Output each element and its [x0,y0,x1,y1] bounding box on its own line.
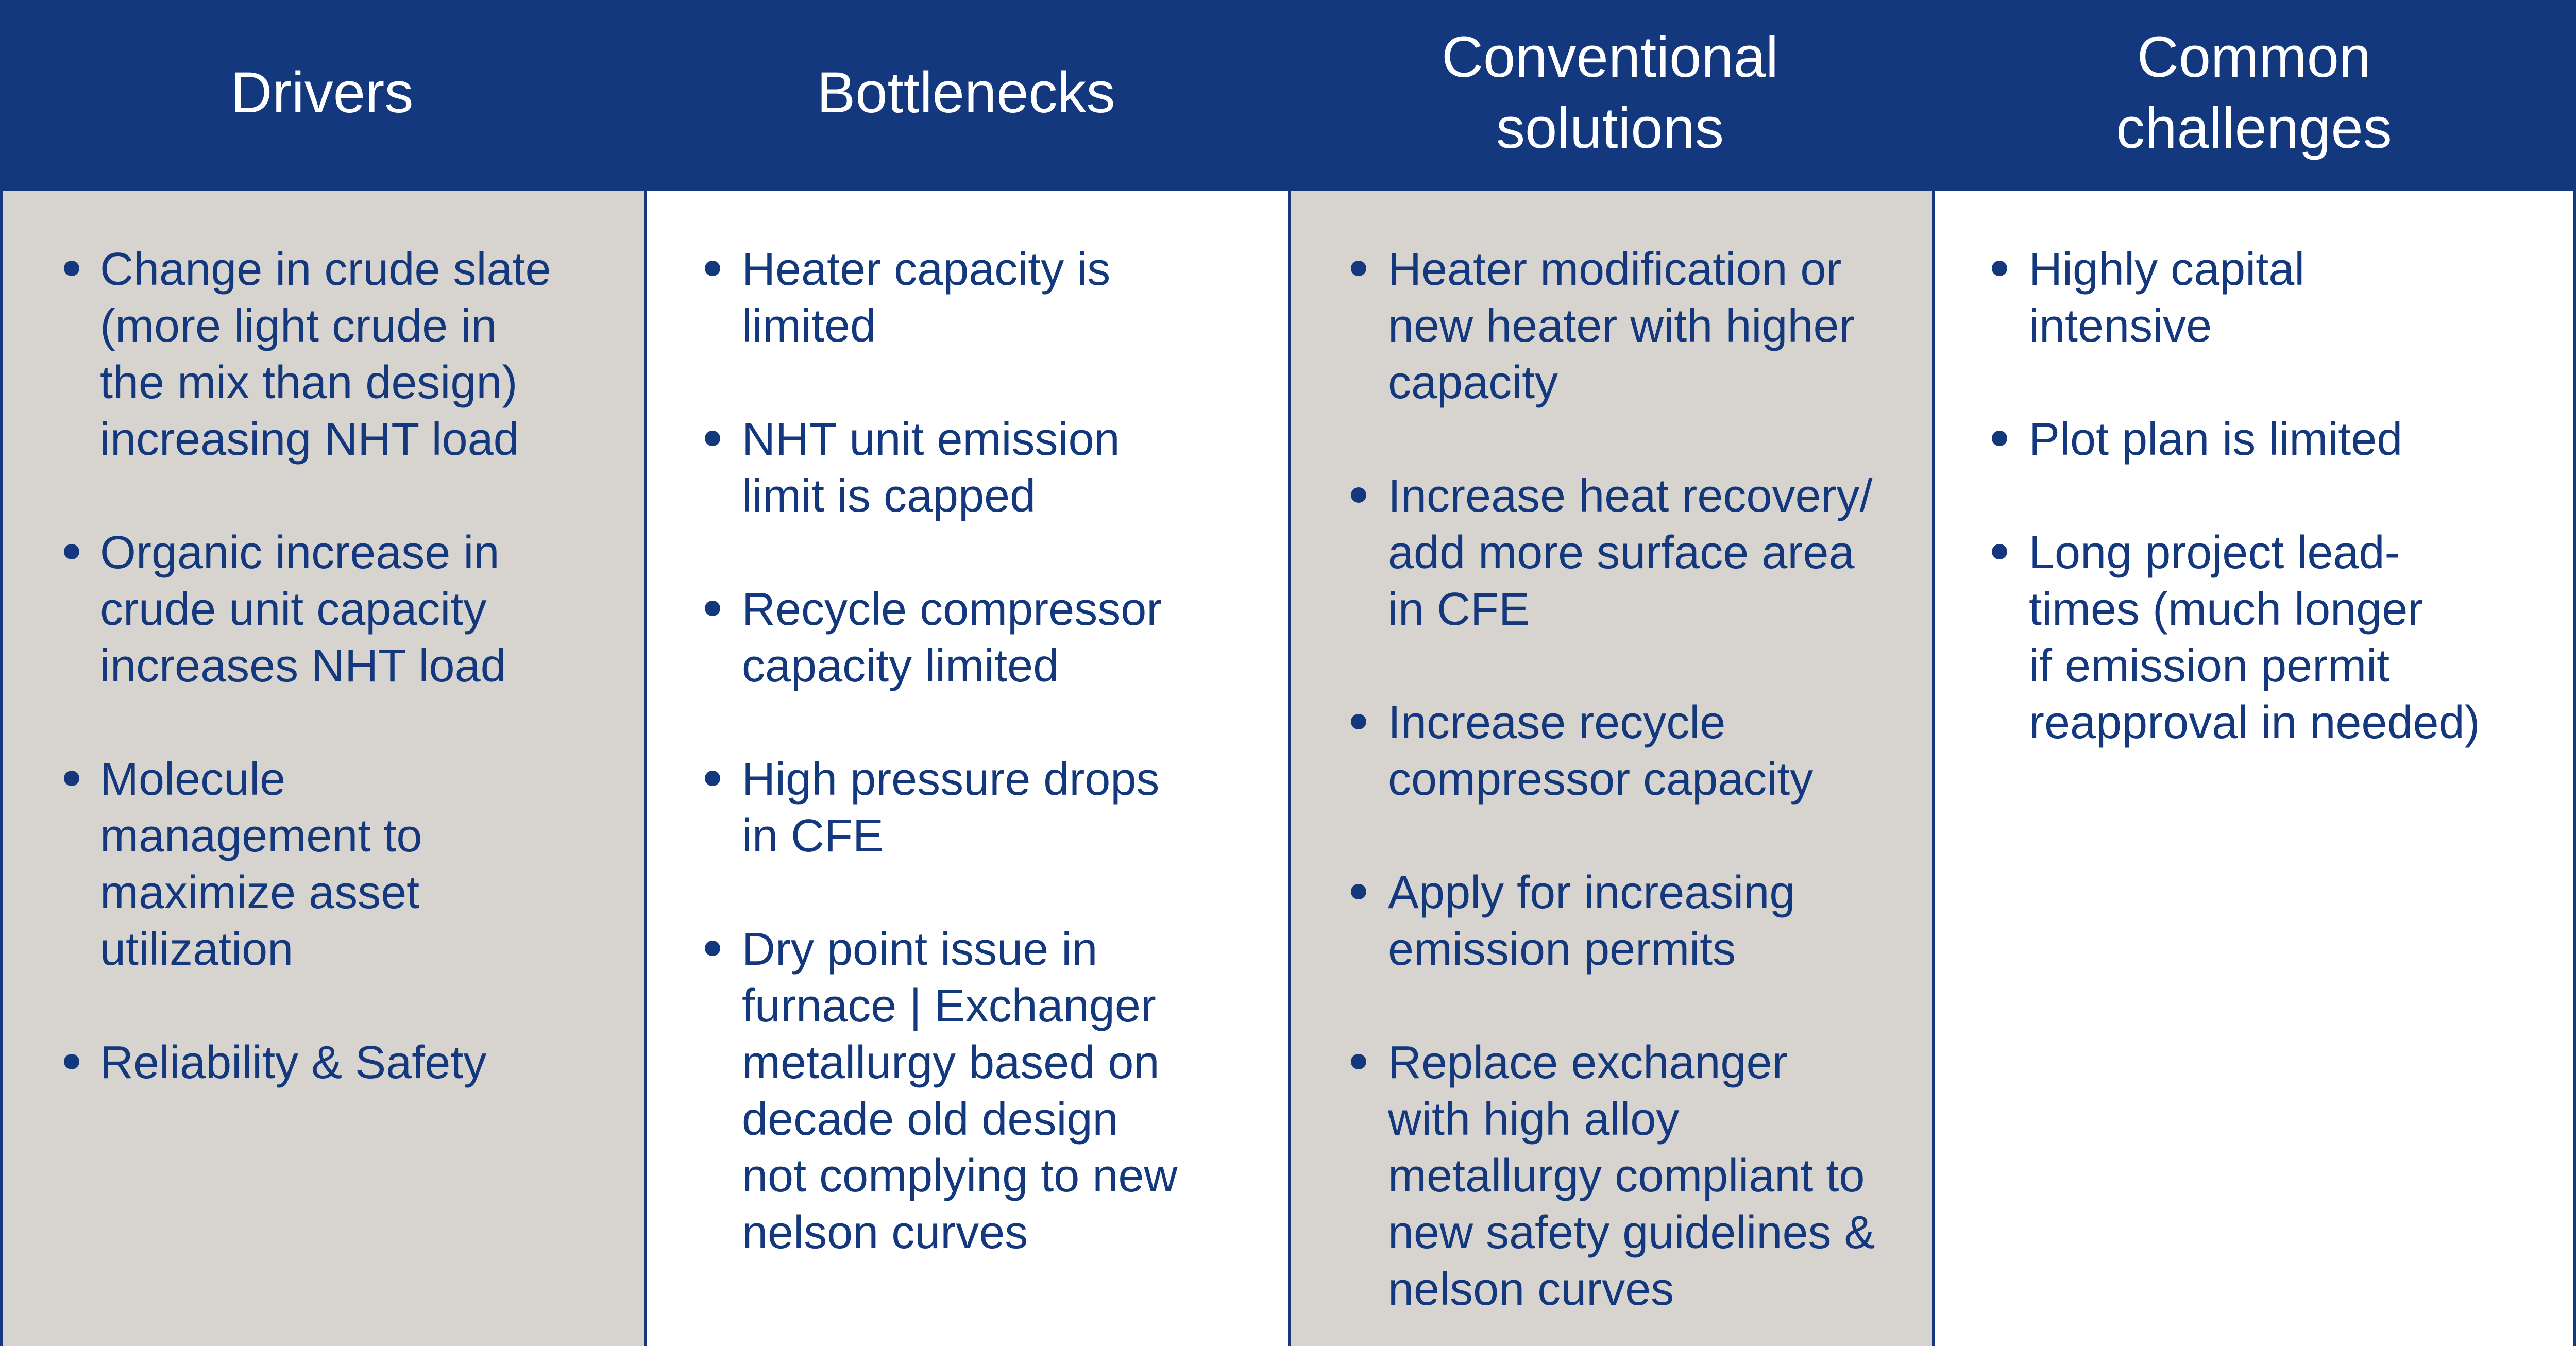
bullet-text: Long project lead- times (much longer if emission permit reapproval in needed) [2029,527,2480,748]
bullet-text: Increase recycle compressor capacity [1388,697,1814,805]
list-item [1351,864,1932,978]
list-item [1351,1034,1932,1318]
header-common-challenges: Common challenges [2116,25,2392,160]
conventional-solutions-list [1291,241,1932,1318]
list-item [1992,524,2573,751]
list-item [64,524,644,694]
bullet-text: Increase heat recovery/ add more surface area in CFE [1388,470,1873,635]
list-item [1351,468,1932,638]
bullet-icon [705,941,720,956]
common-challenges-list [1935,241,2573,751]
bullet-icon [64,1054,79,1069]
bottlenecks-list [647,241,1288,1261]
bullet-text: Heater capacity is limited [742,244,1111,352]
list-item [705,921,1288,1261]
bullet-text: Molecule management to maximize asset utilization [100,754,422,975]
drivers-column [0,191,644,1346]
bullet-icon [1351,884,1366,899]
bullet-icon [705,771,720,786]
bullet-text: Apply for increasing emission permits [1388,867,1795,975]
header-bottlenecks: Bottlenecks [817,60,1115,125]
bullet-text: Reliability & Safety [100,1037,487,1088]
list-item [705,411,1288,524]
header-row [0,0,2576,191]
bullet-icon [64,261,79,276]
bullet-icon [1351,487,1366,503]
bullet-icon [1992,544,2007,559]
bullet-text: Change in crude slate (more light crude in the mix than design) increasing NHT load [100,244,551,465]
list-item [64,751,644,978]
bullet-icon [1992,431,2007,446]
list-item [1351,241,1932,411]
bullet-text: Replace exchanger with high alloy metallurgy compliant to new safety guidelines & nelson curves [1388,1037,1875,1315]
bullet-text: High pressure drops in CFE [742,754,1160,862]
bullet-icon [1351,261,1366,276]
bullet-icon [64,544,79,559]
bullet-icon [705,261,720,276]
bullet-text: Plot plan is limited [2029,414,2403,465]
bullet-icon [705,431,720,446]
header-conventional-solutions: Conventional solutions [1442,25,1778,160]
bullet-text: Heater modification or new heater with higher capacity [1388,244,1855,408]
bullet-icon [1992,261,2007,276]
bullet-text: Recycle compressor capacity limited [742,584,1162,692]
bullet-icon [705,601,720,616]
bullet-icon [1351,1054,1366,1069]
header-drivers: Drivers [230,60,414,125]
list-item [1992,241,2573,354]
body-row [0,191,2576,1346]
list-item [705,241,1288,354]
list-item [705,581,1288,694]
common-challenges-column [1932,191,2576,1346]
bottlenecks-column [644,191,1288,1346]
bullet-text: Organic increase in crude unit capacity increases NHT load [100,527,506,692]
list-item [64,241,644,468]
list-item [1351,694,1932,808]
drivers-list [3,241,644,1091]
list-item [705,751,1288,864]
bullet-text: Highly capital intensive [2029,244,2305,352]
bullet-text: NHT unit emission limit is capped [742,414,1120,522]
bullet-icon [64,771,79,786]
conventional-solutions-column [1288,191,1932,1346]
list-item [1992,411,2573,468]
list-item [64,1034,644,1091]
bullet-icon [1351,714,1366,729]
bullet-text: Dry point issue in furnace | Exchanger metallurgy based on decade old design not complying to new nelson curves [742,924,1178,1258]
